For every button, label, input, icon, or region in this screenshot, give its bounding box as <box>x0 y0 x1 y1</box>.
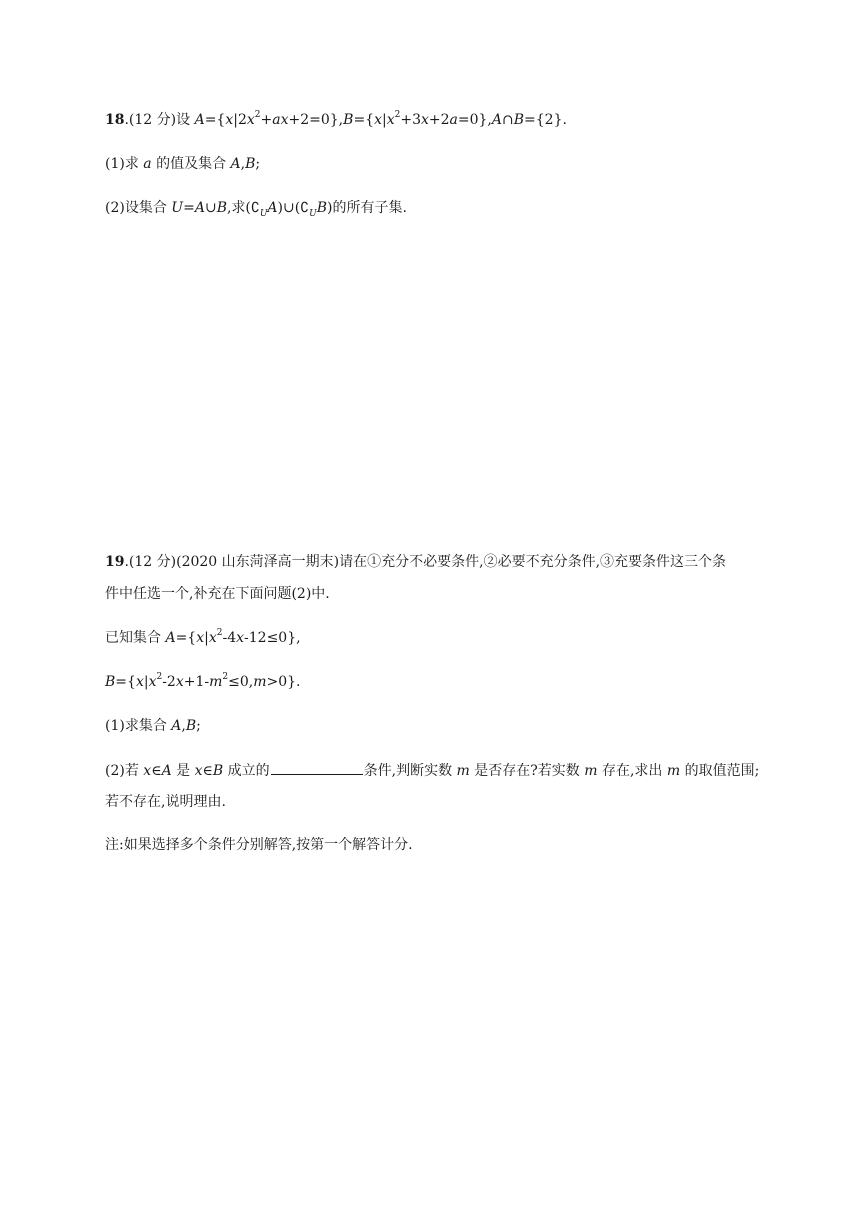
q18-number: 18 <box>105 112 125 128</box>
q19-setA-prefix: 已知集合 <box>105 630 166 646</box>
q19-setA: 已知集合 $A=\{x|x^2-4x-12\le 0\}$, <box>105 628 301 646</box>
q19-number: 19 <box>105 554 125 570</box>
q18-part1: (1)求 a 的值及集合 A,B; <box>105 156 261 172</box>
q19-note: 注:如果选择多个条件分别解答,按第一个解答计分. <box>105 837 413 853</box>
q19-intro-text: .(12 分)(2020 山东菏泽高一期末)请在①充分不必要条件,②必要不充分条件,③充要条件这三个条 <box>124 554 727 570</box>
q18-points: .(12 分)设 <box>124 112 195 128</box>
q19-setB: $B=\{x|x^2-2x+1-m^2\le 0,m>0\}$. <box>105 672 301 690</box>
q19-part1: (1)求集合 A,B; <box>105 718 201 734</box>
q18-part2: (2)设集合 U=A∪B,求$(∁_UA)\cup(∁_UB)$的所有子集. <box>105 200 407 219</box>
q19-part2-line2: 若不存在,说明理由. <box>105 794 226 810</box>
q18-part2-prefix: (2)设集合 <box>105 200 172 216</box>
q19-part2-line1: (2)若 x∈A 是 x∈B 成立的 条件,判断实数 m 是否存在?若实数 m 存在,求出 m 的取值范围; <box>105 760 759 781</box>
answer-blank[interactable] <box>271 760 363 775</box>
q18-stem: 18.(12 分)设 $A=\{x|2x^2+ax+2=0\},B=\{x|x^2+3x+2a=0\},A\cap B=\{2\}$. <box>105 110 567 128</box>
q18-part2-tail: 的所有子集. <box>332 200 407 216</box>
q19-intro-line2: 件中任选一个,补充在下面问题(2)中. <box>105 586 330 602</box>
q19-intro-line1 <box>105 552 726 572</box>
